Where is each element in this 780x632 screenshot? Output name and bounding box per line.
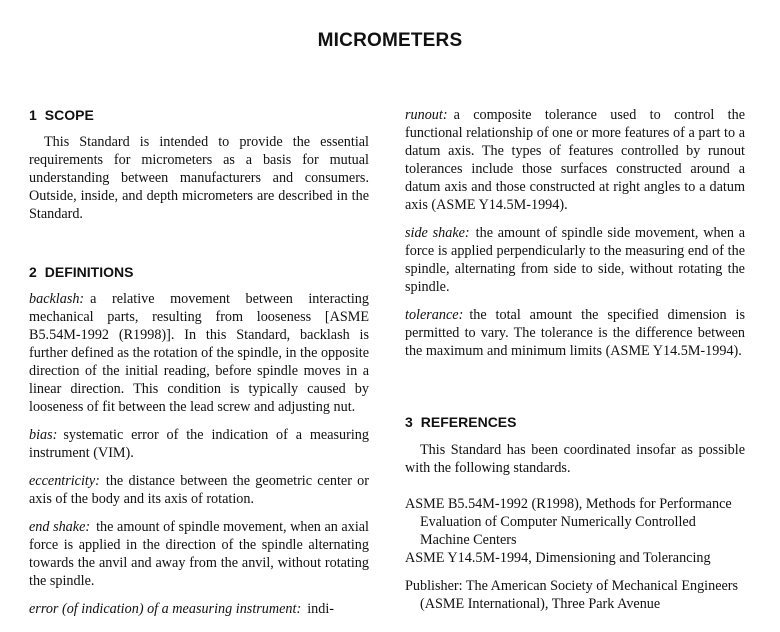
definition-list: [29, 290, 369, 618]
section-title: REFERENCES: [420, 414, 517, 430]
section-number: 3: [405, 414, 413, 430]
definition-eccentricity: eccentricity: the distance between the geometric center or axis of the body and its axis of rotation.: [29, 473, 369, 507]
references-intro: This Standard has been coordinated insofar as possible with the following standards.: [405, 442, 745, 476]
definition-side-shake: side shake: the amount of spindle side movement, when a force is applied perpendicularly to the measuring end of the spindle, alternating from side to side, without rotating the spindle.: [405, 225, 745, 295]
definition-end-shake: end shake: the amount of spindle movement, when an axial force is applied in the direction of the spindle alternating towards the anvil and away from the anvil, without rotating the spindle.: [29, 519, 370, 589]
section-title: DEFINITIONS: [44, 264, 134, 280]
section-number: 2: [29, 264, 37, 280]
scope-text: This Standard is intended to provide the essential requirements for micrometers as a basis for mutual understanding between manufacturers and consumers. Outside, inside, and depth micrometers are described in the Standard.: [29, 134, 369, 222]
definition-backlash: backlash: a relative movement between interacting mechanical parts, resulting from looseness [ASME B5.54M-1992 (R1998)]. In this Standard, backlash is further defined as the rotation of the spindle, in the opposite direction of the initial reading, before spindle moves in a linear direction. This condition is typically caused by looseness of fit between the lead screw and adjusting nut.: [29, 291, 370, 415]
references-heading: [405, 413, 745, 431]
definition-tolerance: tolerance: the total amount the specified dimension is permitted to vary. The tolerance is the difference between the maximum and minimum limits (ASME Y14.5M-1994).: [405, 307, 745, 359]
page-title: MICROMETERS: [317, 30, 463, 51]
left-column: [29, 106, 369, 628]
scope-heading: [29, 106, 369, 124]
definition-runout: runout: a composite tolerance used to control the functional relationship of one or more features of a part to a datum axis. The types of features controlled by runout tolerances include those surfaces constructed around a datum axis and those constructed at right angles to a datum axis (ASME Y14.5M-1994).: [405, 107, 745, 213]
definitions-heading: [29, 263, 369, 281]
definition-error-of-indication: error (of indication) of a measuring instrument: indi-: [29, 601, 334, 617]
definition-bias: bias: systematic error of the indication of a measuring instrument (VIM).: [29, 427, 369, 461]
section-title: SCOPE: [44, 107, 94, 123]
section-number: 1: [29, 107, 37, 123]
publisher-info: Publisher: The American Society of Mechanical Engineers (ASME International), Three Park Avenue: [405, 578, 739, 612]
reference-item: ASME B5.54M-1992 (R1998), Methods for Performance Evaluation of Computer Numerically Controlled Machine Centers: [405, 496, 732, 548]
right-column: [405, 106, 745, 613]
reference-item: ASME Y14.5M-1994, Dimensioning and Tolerancing: [405, 550, 711, 566]
